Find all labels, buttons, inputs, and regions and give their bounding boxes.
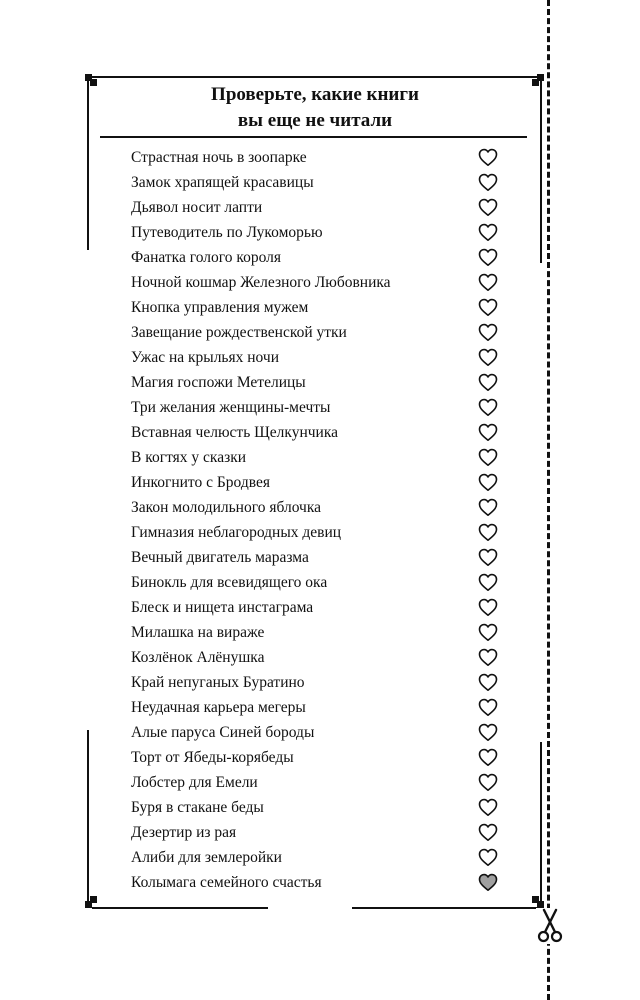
book-title: Кнопка управления мужем <box>131 299 309 316</box>
book-title: Дьявол носит лапти <box>131 199 263 216</box>
heart-icon[interactable] <box>478 298 498 317</box>
book-title: Путеводитель по Лукоморью <box>131 224 323 241</box>
cut-line <box>547 0 550 1000</box>
book-title: Алиби для землеройки <box>131 849 282 866</box>
page-title-line-2: вы еще не читали <box>237 110 393 131</box>
list-item <box>131 870 501 895</box>
heart-icon[interactable] <box>478 698 498 717</box>
heart-icon[interactable] <box>478 223 498 242</box>
heart-icon[interactable] <box>478 198 498 217</box>
list-item <box>131 445 501 470</box>
list-item <box>131 220 501 245</box>
list-item <box>131 245 501 270</box>
list-item <box>131 195 501 220</box>
heart-icon[interactable] <box>478 548 498 567</box>
list-item <box>131 645 501 670</box>
book-title: Бинокль для всевидящего ока <box>131 574 328 591</box>
book-title: Страстная ночь в зоопарке <box>131 149 307 166</box>
list-item <box>131 320 501 345</box>
heart-icon[interactable] <box>478 848 498 867</box>
heart-icon[interactable] <box>478 423 498 442</box>
heart-icon[interactable] <box>478 148 498 167</box>
book-title: Милашка на вираже <box>131 624 265 641</box>
book-title: Край непуганых Буратино <box>131 674 305 691</box>
book-title: Гимназия неблагородных девиц <box>131 524 342 541</box>
frame-right-border-top <box>540 80 542 263</box>
frame-top-border <box>92 76 537 78</box>
heart-icon[interactable] <box>478 523 498 542</box>
heart-icon[interactable] <box>478 623 498 642</box>
heart-icon[interactable] <box>478 873 498 892</box>
list-item <box>131 270 501 295</box>
list-item <box>131 495 501 520</box>
heart-icon[interactable] <box>478 323 498 342</box>
book-title: Завещание рождественской утки <box>131 324 347 341</box>
heart-icon[interactable] <box>478 598 498 617</box>
corner-bottom-left-inner <box>90 896 97 903</box>
book-title: Козлёнок Алёнушка <box>131 649 265 666</box>
book-title: Ночной кошмар Железного Любовника <box>131 274 391 291</box>
list-item <box>131 420 501 445</box>
list-item <box>131 845 501 870</box>
list-item <box>131 720 501 745</box>
corner-top-left-inner <box>90 79 97 86</box>
heart-icon[interactable] <box>478 573 498 592</box>
heart-icon[interactable] <box>478 248 498 267</box>
heart-icon[interactable] <box>478 673 498 692</box>
frame-right-border-bottom <box>540 742 542 902</box>
heart-icon[interactable] <box>478 823 498 842</box>
book-title: Ужас на крыльях ночи <box>131 349 279 366</box>
book-title: Инкогнито с Бродвея <box>131 474 270 491</box>
frame-bottom-border-left <box>92 907 268 909</box>
page-title-line-1: Проверьте, какие книги <box>211 84 419 105</box>
list-item <box>131 145 501 170</box>
list-item <box>131 620 501 645</box>
book-title: Вечный двигатель маразма <box>131 549 309 566</box>
list-item <box>131 395 501 420</box>
list-item <box>131 370 501 395</box>
list-item <box>131 470 501 495</box>
list-item <box>131 770 501 795</box>
heart-icon[interactable] <box>478 473 498 492</box>
heart-icon[interactable] <box>478 498 498 517</box>
book-title: Торт от Ябеды-корябеды <box>131 749 294 766</box>
book-title: Неудачная карьера мегеры <box>131 699 306 716</box>
heart-icon[interactable] <box>478 348 498 367</box>
list-item <box>131 695 501 720</box>
list-item <box>131 670 501 695</box>
corner-top-right-inner <box>532 79 539 86</box>
list-item <box>131 595 501 620</box>
frame-bottom-border-right <box>352 907 537 909</box>
list-item <box>131 570 501 595</box>
book-checklist <box>131 145 501 895</box>
list-item <box>131 295 501 320</box>
list-item <box>131 520 501 545</box>
book-title: Блеск и нищета инстаграма <box>131 599 314 616</box>
page-title <box>100 82 530 134</box>
book-title: Три желания женщины-мечты <box>131 399 331 416</box>
book-title: Алые паруса Синей бороды <box>131 724 315 741</box>
heart-icon[interactable] <box>478 398 498 417</box>
heart-icon[interactable] <box>478 448 498 467</box>
list-item <box>131 345 501 370</box>
heart-icon[interactable] <box>478 373 498 392</box>
book-title: Магия госпожи Метелицы <box>131 374 306 391</box>
frame-left-border-top <box>87 80 89 250</box>
frame-left-border-bottom <box>87 730 89 902</box>
corner-bottom-right-inner <box>532 896 539 903</box>
book-title: Буря в стакане беды <box>131 799 264 816</box>
heart-icon[interactable] <box>478 798 498 817</box>
list-item <box>131 170 501 195</box>
heart-icon[interactable] <box>478 748 498 767</box>
heart-icon[interactable] <box>478 648 498 667</box>
book-title: Лобстер для Емели <box>131 774 258 791</box>
heart-icon[interactable] <box>478 173 498 192</box>
list-item <box>131 545 501 570</box>
list-item <box>131 745 501 770</box>
heart-icon[interactable] <box>478 273 498 292</box>
book-title: Вставная челюсть Щелкунчика <box>131 424 339 441</box>
list-item <box>131 820 501 845</box>
book-title: Дезертир из рая <box>131 824 237 841</box>
heart-icon[interactable] <box>478 773 498 792</box>
title-divider <box>100 136 527 138</box>
heart-icon[interactable] <box>478 723 498 742</box>
book-title: Колымага семейного счастья <box>131 874 322 891</box>
list-item <box>131 795 501 820</box>
scissors-icon <box>536 908 564 944</box>
book-title: В когтях у сказки <box>131 449 247 466</box>
book-title: Фанатка голого короля <box>131 249 281 266</box>
book-title: Замок храпящей красавицы <box>131 174 314 191</box>
book-title: Закон молодильного яблочка <box>131 499 322 516</box>
